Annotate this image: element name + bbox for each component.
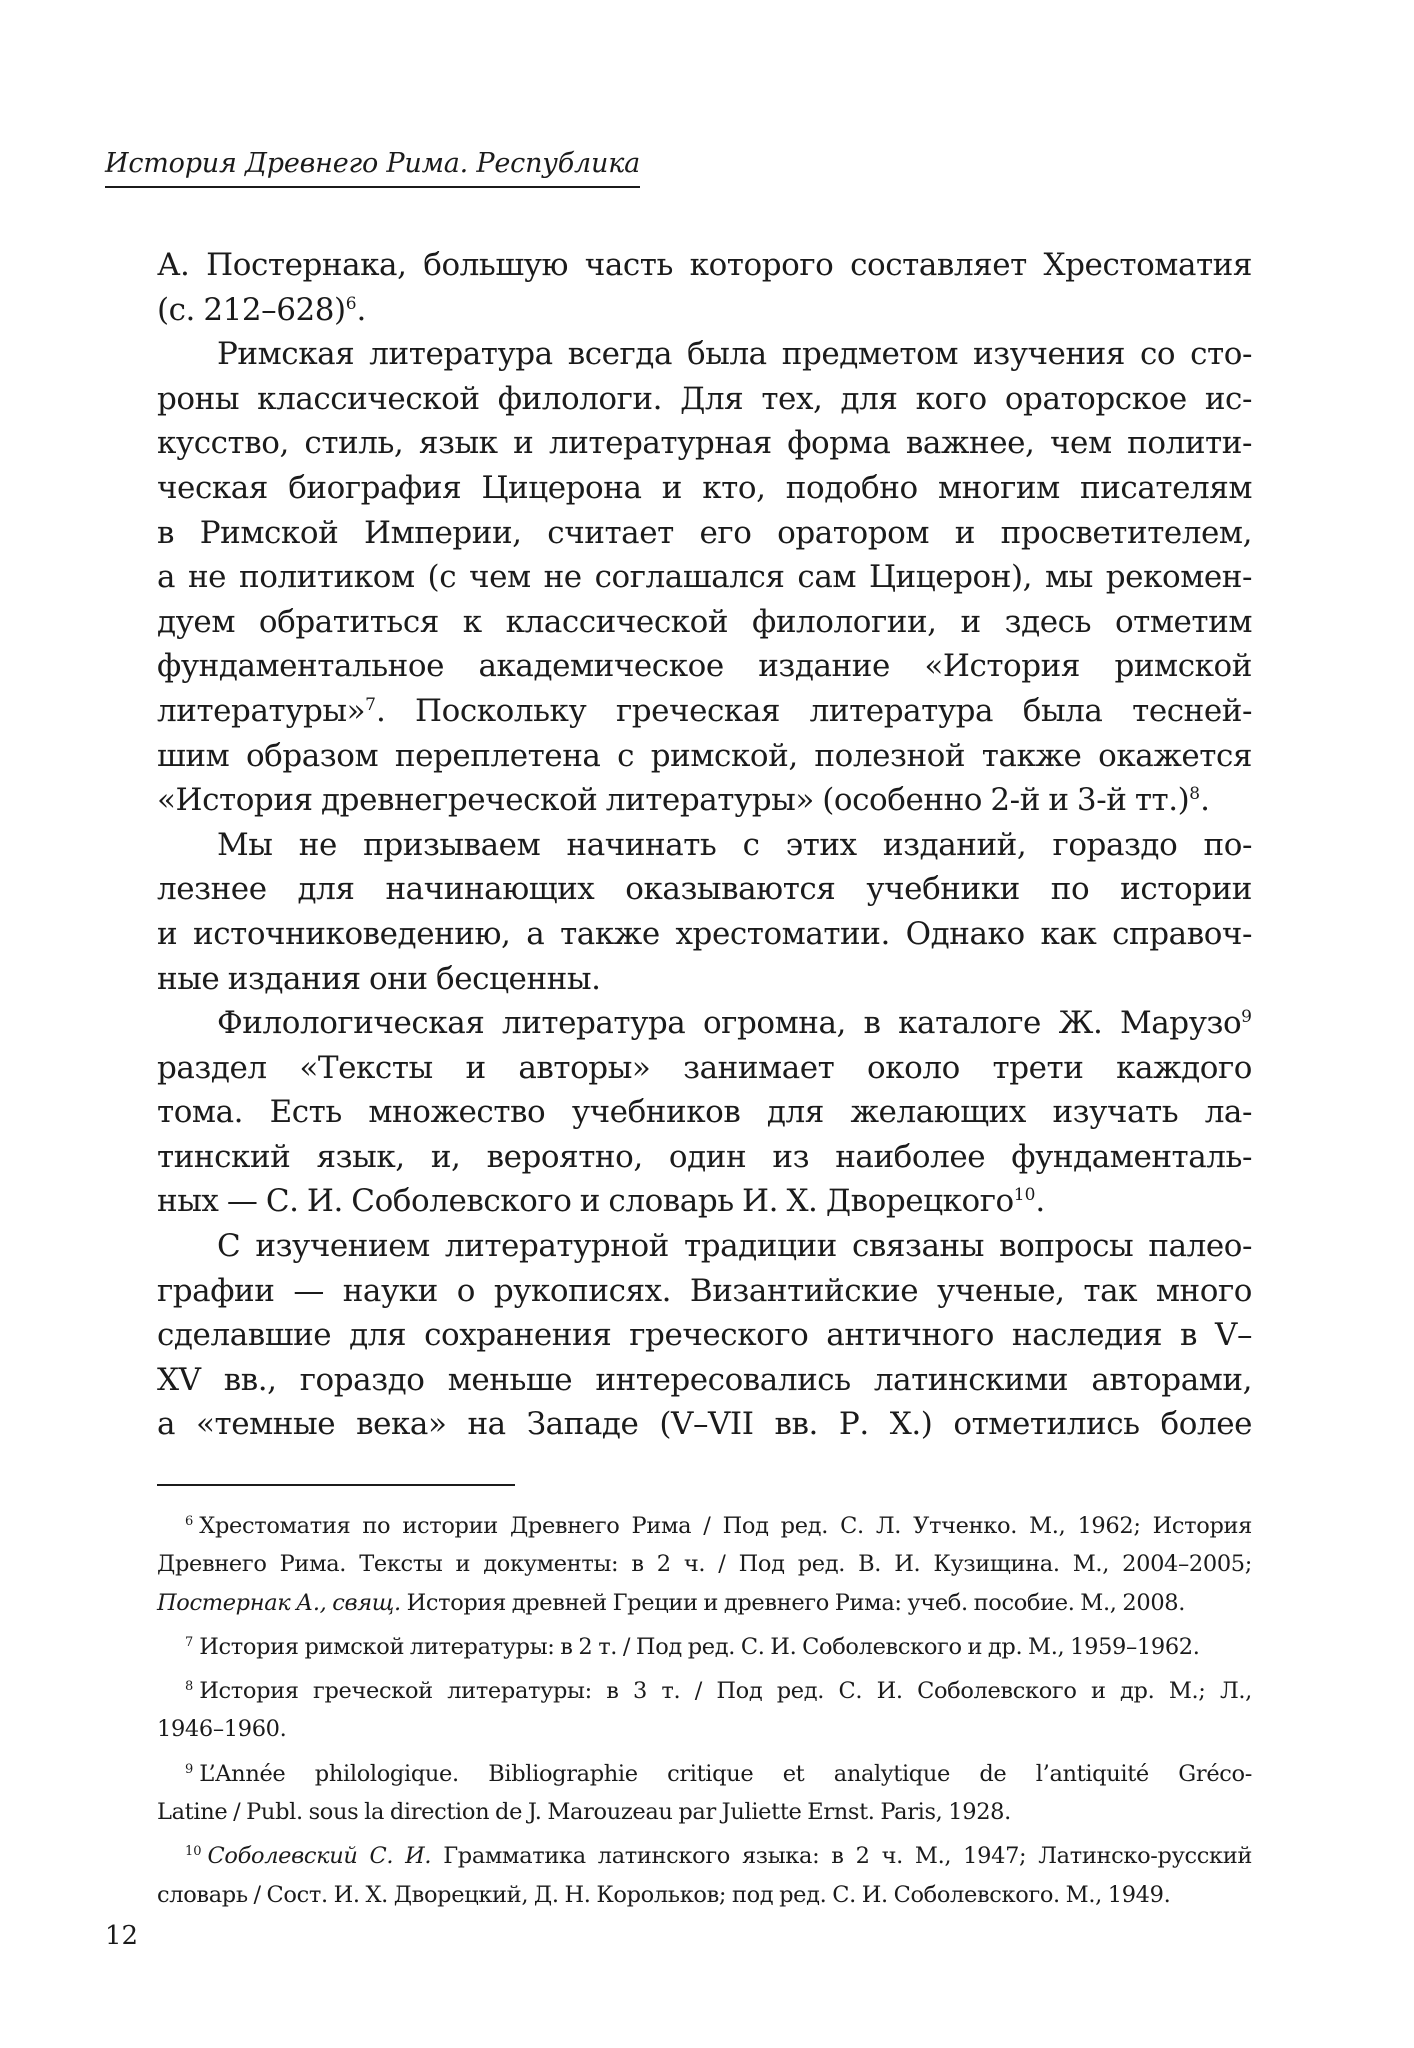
footnote-number: 6 xyxy=(185,1514,194,1529)
text-line: А. Постернака, большую часть которого составляет Хрестоматия xyxy=(157,247,1252,283)
footnote-separator xyxy=(157,1484,515,1486)
footnote-line: Latine / Publ. sous la direction de J. Marouzeau par Juliette Ernst. Paris, 1928. xyxy=(157,1799,1011,1826)
footnote-9 xyxy=(157,1755,1252,1832)
text-line: С изучением литературной традиции связаны вопросы палео- xyxy=(217,1228,1252,1265)
text-line: XV вв., гораздо меньше интересовались латинскими авторами, xyxy=(157,1361,1252,1398)
footnote-6 xyxy=(157,1507,1252,1622)
footnote-number: 10 xyxy=(185,1844,202,1860)
text-line: графии — науки о рукописях. Византийские ученые, так много xyxy=(157,1272,1252,1309)
text-line: Филологическая литература огромна, в каталоге Ж. Марузо$^9$ xyxy=(217,1005,1252,1042)
footnote-line: $^6$ Хрестоматия по истории Древнего Рима / Под ред. С. Л. Утченко. М., 1962; История xyxy=(185,1513,1252,1539)
footnote-line: $^{10}$ Соболевский С. И. Грамматика латинского языка: в 2 ч. М., 1947; Латинско-русский xyxy=(185,1843,1253,1870)
footnote-line: Постернак А., свящ. История древней Греции и древнего Рима: учеб. пособие. М., 2008. xyxy=(157,1589,1186,1616)
footnote-number: 9 xyxy=(185,1761,194,1777)
text-line: раздел «Тексты и авторы» занимает около трети каждого xyxy=(157,1049,1252,1086)
text-line: ческая биография Цицерона и кто, подобно многим писателям xyxy=(157,469,1252,506)
footnote-8 xyxy=(157,1672,1252,1749)
footnote-10 xyxy=(157,1837,1252,1914)
text-line: и источниковедению, а также хрестоматии. Однако как справоч- xyxy=(157,915,1252,952)
footnotes xyxy=(157,1507,1252,1920)
text-line: «История древнегреческой литературы» (особенно 2-й и 3-й тт.)$^8$. xyxy=(157,782,1210,819)
footnote-line: $^8$ История греческой литературы: в 3 т. / Под ред. С. И. Соболевского и др. М.; Л., xyxy=(185,1678,1252,1705)
footnote-line: $^9$ L’Année philologique. Bibliographie critique et analytique de l’antiquité Gréco- xyxy=(185,1760,1252,1787)
text-line: лезнее для начинающих оказываются учебники по истории xyxy=(157,871,1252,908)
footnote-ref-10[interactable]: 10 xyxy=(1013,1185,1036,1206)
footnote-ref-8[interactable]: 8 xyxy=(1189,784,1201,805)
footnote-line: 1946–1960. xyxy=(157,1716,287,1743)
text-line: ных — С. И. Соболевского и словарь И. Х. Дворецкого$^{10}$. xyxy=(157,1183,1045,1220)
text-line: а не политиком (с чем не соглашался сам Цицерон), мы рекомен- xyxy=(157,559,1252,596)
text-line: сделавшие для сохранения греческого античного наследия в V– xyxy=(157,1317,1252,1354)
text-line: а «темные века» на Западе (V–VII вв. Р. Х.) отметились более xyxy=(157,1406,1252,1443)
text-line: литературы»$^7$. Поскольку греческая литература была тесней- xyxy=(157,692,1252,729)
footnote-line: словарь / Сост. И. Х. Дворецкий, Д. Н. Корольков; под ред. С. И. Соболевского. М., 1949. xyxy=(157,1881,1171,1908)
text-line: ные издания они бесценны. xyxy=(157,960,601,997)
text-line: роны классической филологи. Для тех, для кого ораторское ис- xyxy=(157,380,1252,417)
text-line: тома. Есть множество учебников для желающих изучать ла- xyxy=(157,1094,1252,1131)
footnote-ref-7[interactable]: 7 xyxy=(365,694,376,715)
footnote-line: $^7$ История римской литературы: в 2 т. / Под ред. С. И. Соболевского и др. М., 1959–1962. xyxy=(185,1633,1200,1660)
running-head: История Древнего Рима. Республика xyxy=(105,146,640,188)
footnote-ref-6[interactable]: 6 xyxy=(345,293,357,314)
text-line: (с. 212–628)$^6$. xyxy=(157,291,366,328)
footnote-ref-9[interactable]: 9 xyxy=(1241,1007,1252,1028)
page-number: 12 xyxy=(105,1921,139,1951)
text-line: тинский язык, и, вероятно, один из наиболее фундаменталь- xyxy=(157,1138,1252,1175)
text-line: шим образом переплетена с римской, полезной также окажется xyxy=(157,737,1252,774)
text-line: кусство, стиль, язык и литературная форма важнее, чем полити- xyxy=(157,425,1252,462)
text-line: Мы не призываем начинать с этих изданий, гораздо по- xyxy=(217,826,1252,863)
text-line: фундаментальное академическое издание «История римской xyxy=(157,648,1252,685)
text-line: Римская литература всегда была предметом изучения со сто- xyxy=(217,336,1252,373)
footnote-line: Древнего Рима. Тексты и документы: в 2 ч. / Под ред. В. И. Кузищина. М., 2004–2005; xyxy=(157,1551,1252,1578)
footnote-7 xyxy=(157,1628,1252,1666)
footnote-number: 8 xyxy=(185,1679,194,1695)
text-line: дуем обратиться к классической филологии, и здесь отметим xyxy=(157,603,1252,640)
footnote-number: 7 xyxy=(185,1634,194,1650)
text-line: в Римской Империи, считает его оратором и просветителем, xyxy=(157,514,1252,551)
main-text xyxy=(157,243,1252,1447)
